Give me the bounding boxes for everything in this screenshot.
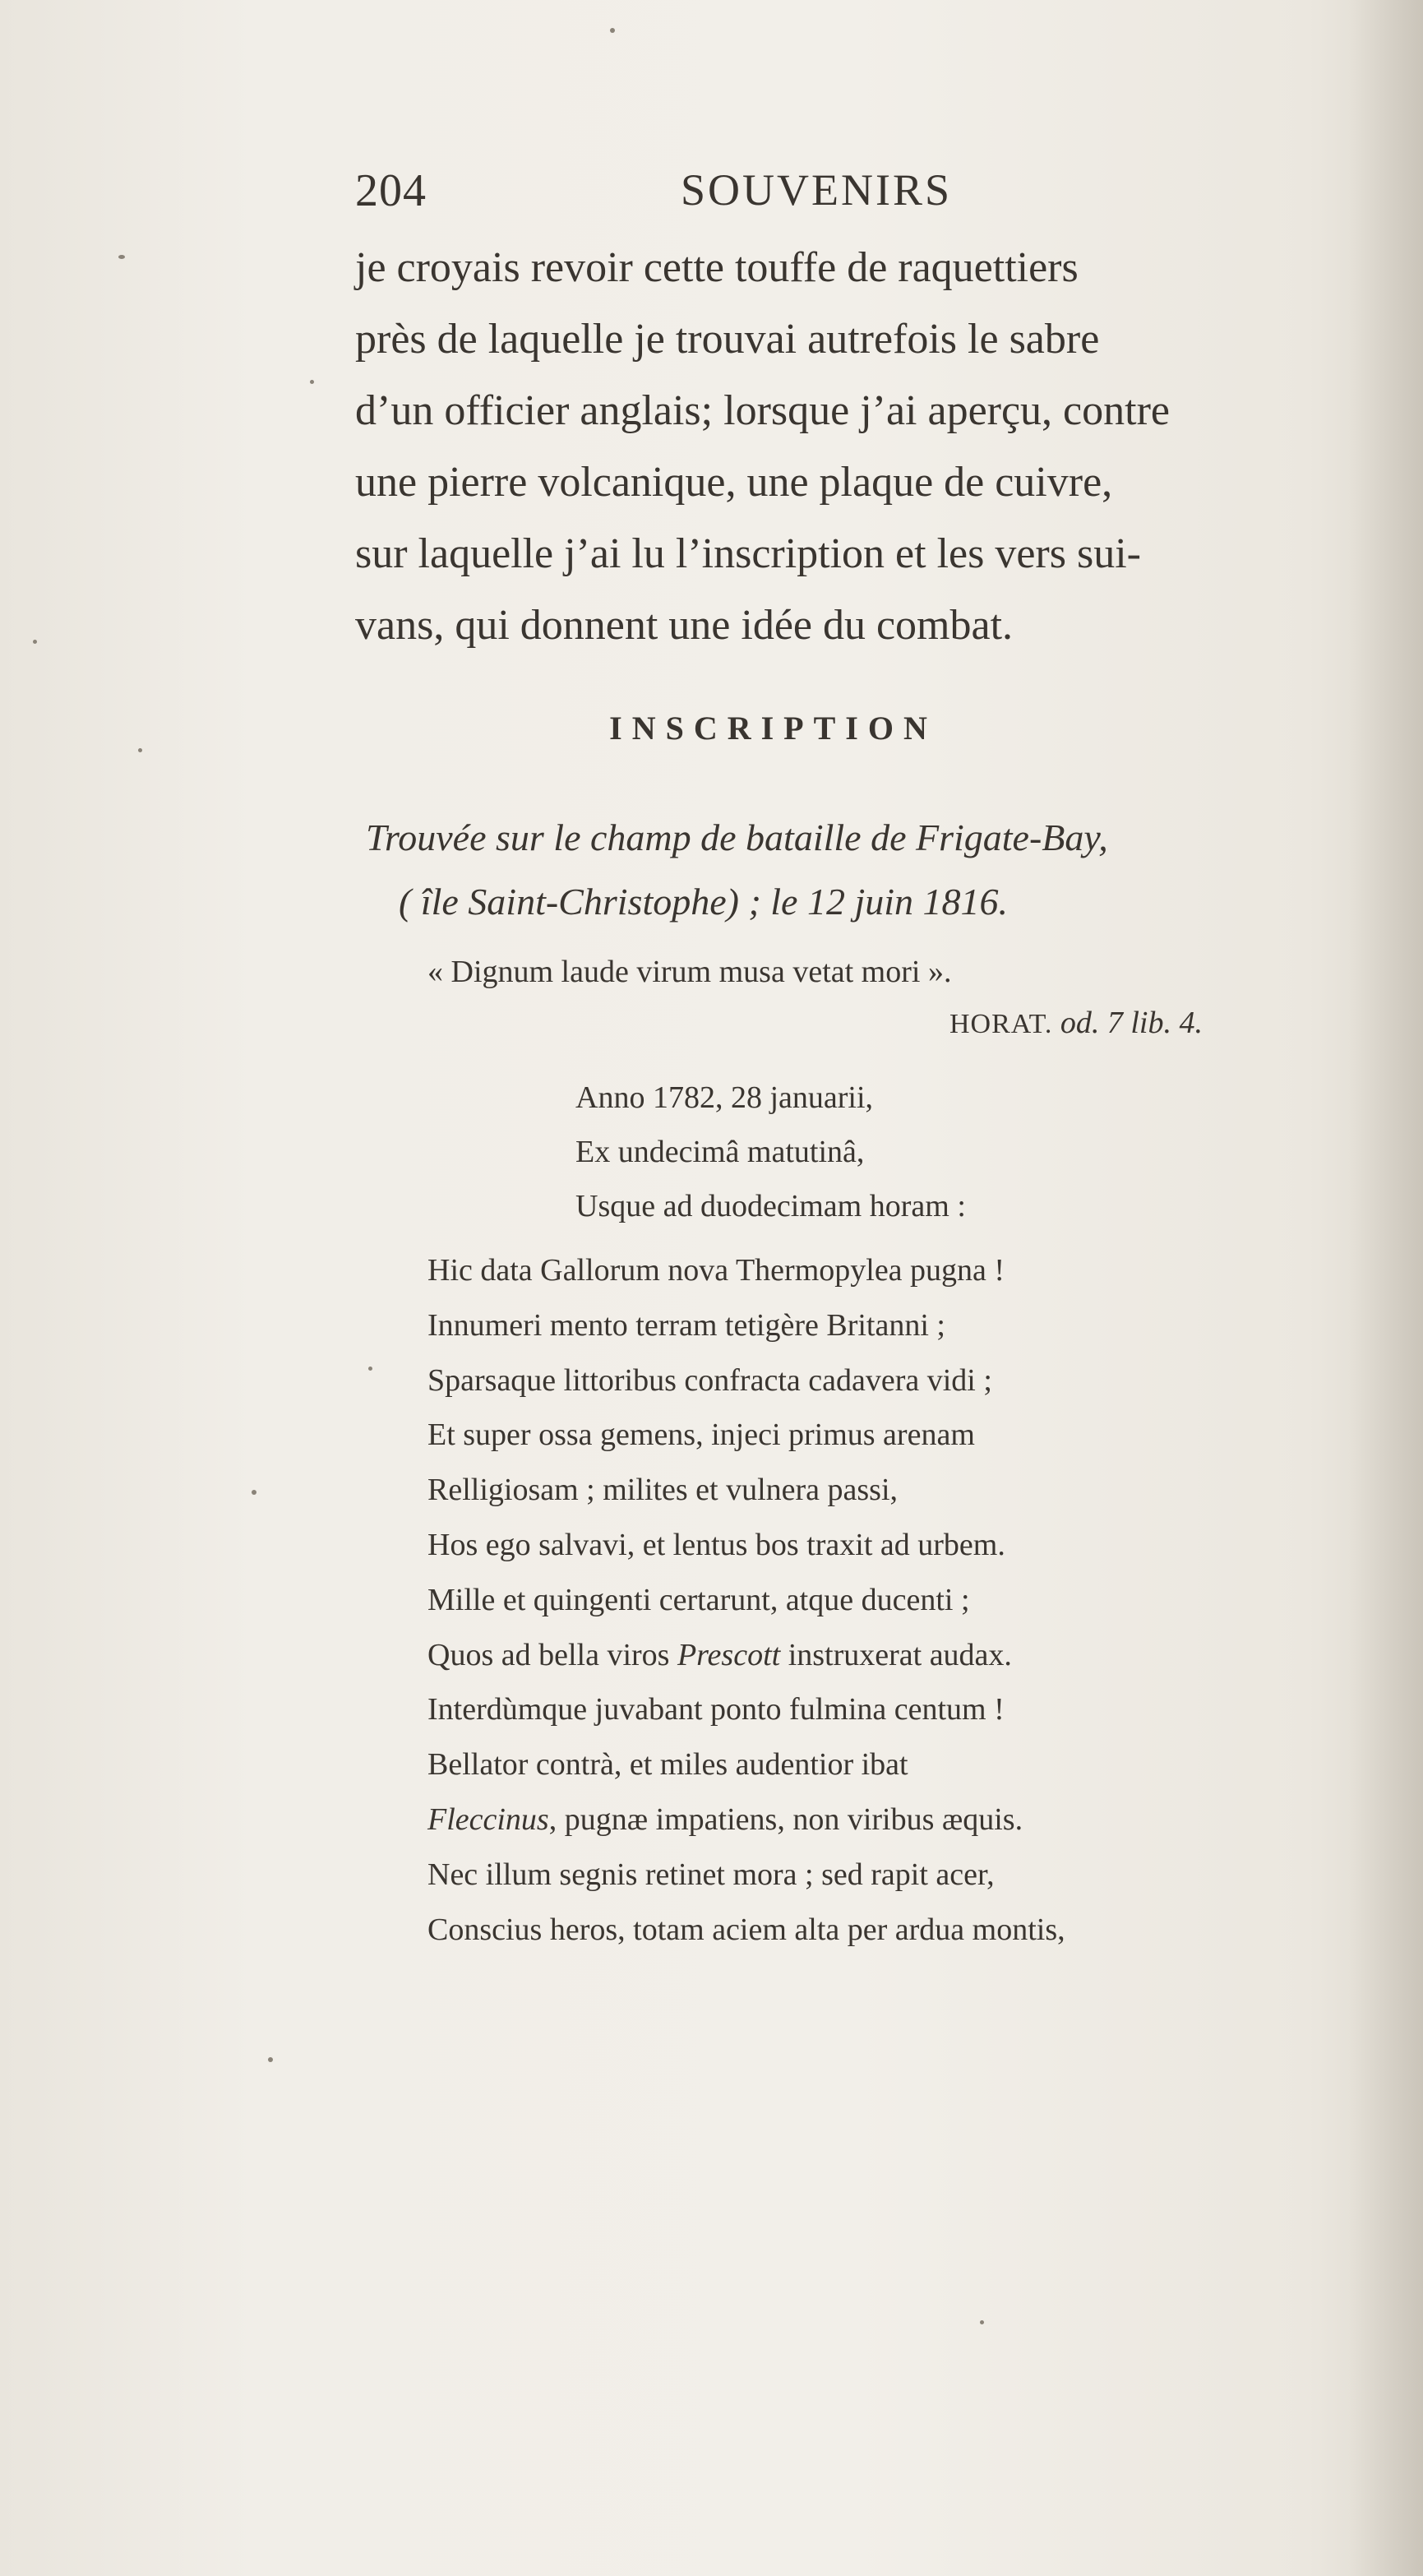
prose-line: sur laquelle j’ai lu l’inscription et les vers sui-: [355, 530, 1141, 577]
paper-speck: [138, 748, 142, 752]
paper-speck: [368, 1367, 372, 1371]
running-head: SOUVENIRS: [681, 165, 953, 215]
prose-paragraph: [355, 232, 1317, 661]
paper-speck: [118, 255, 125, 259]
gutter-shadow: [1349, 0, 1423, 2576]
inscription-heading: INSCRIPTION: [609, 710, 937, 747]
paper-speck: [310, 380, 314, 384]
paper-speck: [980, 2320, 984, 2324]
prose-line: d’un officier anglais; lorsque j’ai aperçu, contre: [355, 387, 1170, 434]
prose-line: vans, qui donnent une idée du combat.: [355, 602, 1014, 649]
paper-speck: [33, 640, 37, 644]
date-line: Usque ad duodecimam horam :: [575, 1189, 966, 1223]
verse-line: Fleccinus, pugnæ impatiens, non viribus æquis.: [427, 1801, 1023, 1837]
prose-line: une pierre volcanique, une plaque de cuivre,: [355, 459, 1113, 506]
inscription-subtitle: [366, 806, 1108, 934]
verse-line: Bellator contrà, et miles audentior ibat: [427, 1747, 908, 1783]
epigraph-quote: « Dignum laude virum musa vetat mori ».: [427, 955, 952, 989]
epigraph-reference: od. 7 lib. 4.: [1060, 1006, 1203, 1040]
date-block: [575, 1071, 966, 1233]
verse-line: Quos ad bella viros Prescott instruxerat audax.: [427, 1637, 1012, 1672]
subtitle-line: Trouvée sur le champ de bataille de Frigate-Bay,: [366, 816, 1108, 858]
verse-line: Et super ossa gemens, injeci primus arenam: [427, 1417, 975, 1453]
latin-verse: [427, 1243, 1065, 1957]
verse-line: Nec illum segnis retinet mora ; sed rapit acer,: [427, 1857, 995, 1892]
verse-line: Innumeri mento terram tetigère Britanni ;: [427, 1307, 945, 1343]
verse-line: Sparsaque littoribus confracta cadavera vidi ;: [427, 1362, 992, 1398]
epigraph-attribution: [949, 1005, 1203, 1041]
prose-line: je croyais revoir cette touffe de raquettiers: [355, 244, 1079, 291]
page-header: [355, 164, 1177, 230]
paper-speck: [610, 28, 615, 33]
subtitle-line: ( île Saint-Christophe) ; le 12 juin 1816.: [399, 881, 1009, 923]
paper-speck: [268, 2057, 273, 2062]
date-line: Ex undecimâ matutinâ,: [575, 1135, 865, 1169]
verse-line: Hic data Gallorum nova Thermopylea pugna !: [427, 1253, 1005, 1288]
verse-line: Mille et quingenti certarunt, atque ducenti ;: [427, 1582, 970, 1617]
verse-line: Interdùmque juvabant ponto fulmina centum !: [427, 1692, 1005, 1727]
verse-line: Hos ego salvavi, et lentus bos traxit ad urbem.: [427, 1527, 1005, 1562]
verse-line: Conscius heros, totam aciem alta per ardua montis,: [427, 1912, 1065, 1947]
paper-speck: [252, 1490, 256, 1495]
epigraph-author: HORAT.: [949, 1009, 1053, 1039]
verse-line: Relligiosam ; milites et vulnera passi,: [427, 1473, 899, 1508]
date-line: Anno 1782, 28 januarii,: [575, 1080, 874, 1115]
page-number: 204: [355, 165, 427, 216]
prose-line: près de laquelle je trouvai autrefois le sabre: [355, 316, 1100, 363]
